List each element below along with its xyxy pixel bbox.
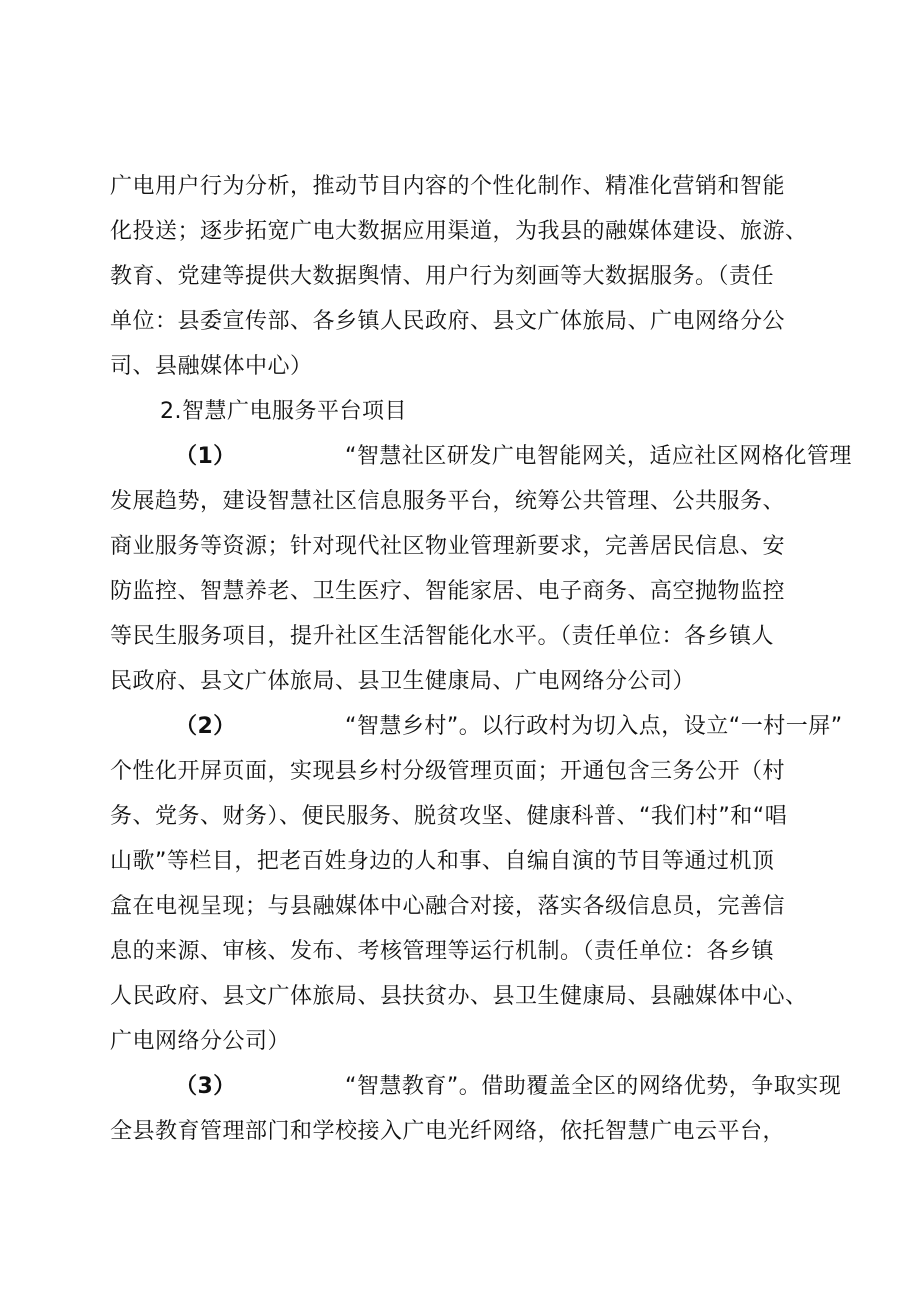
paragraph-line: 司、县融媒体中心） xyxy=(110,354,313,379)
paragraph-line: 单位：县委宣传部、各乡镇人民政府、县文广体旅局、广电网络分公 xyxy=(110,309,786,334)
item-number: （1） xyxy=(175,444,236,469)
paragraph-line: 务、党务、财务）、便民服务、脱贫攻坚、健康科普、“我们村”和“唱 xyxy=(110,804,788,829)
paragraph-line: 全县教育管理部门和学校接入广电光纤网络，依托智慧广电云平台， xyxy=(110,1119,786,1144)
item-lead-text: “智慧社区研发广电智能网关，适应社区网格化管理 xyxy=(345,444,852,469)
list-item-first-line xyxy=(175,439,852,475)
paragraph-line: 广电用户行为分析，推动节目内容的个性化制作、精准化营销和智能 xyxy=(110,174,786,199)
paragraph-line: 等民生服务项目，提升社区生活智能化水平。（责任单位：各乡镇人 xyxy=(110,624,775,649)
paragraph-line: 息的来源、审核、发布、考核管理等运行机制。（责任单位：各乡镇 xyxy=(110,939,775,964)
list-item-first-line xyxy=(175,709,843,745)
item-lead-text: “智慧教育”。借助覆盖全区的网络优势，争取实现 xyxy=(345,1074,842,1099)
list-item-first-line xyxy=(175,1069,841,1105)
item-number: （3） xyxy=(175,1074,236,1099)
paragraph-line: 盒在电视呈现；与县融媒体中心融合对接，落实各级信息员，完善信 xyxy=(110,894,786,919)
paragraph-line: 发展趋势，建设智慧社区信息服务平台，统筹公共管理、公共服务、 xyxy=(110,489,786,514)
paragraph-line: 民政府、县文广体旅局、县卫生健康局、广电网络分公司） xyxy=(110,669,696,694)
paragraph-line: 个性化开屏页面，实现县乡村分级管理页面；开通包含三务公开（村 xyxy=(110,759,786,784)
paragraph-line: 人民政府、县文广体旅局、县扶贫办、县卫生健康局、县融媒体中心、 xyxy=(110,984,808,1009)
paragraph-line: 化投送；逐步拓宽广电大数据应用渠道，为我县的融媒体建设、旅游、 xyxy=(110,219,808,244)
paragraph-line: 商业服务等资源；针对现代社区物业管理新要求，完善居民信息、安 xyxy=(110,534,786,559)
paragraph-line: 教育、党建等提供大数据舆情、用户行为刻画等大数据服务。（责任 xyxy=(110,264,775,289)
paragraph-line: 广电网络分公司） xyxy=(110,1029,291,1054)
paragraph-line: 防监控、智慧养老、卫生医疗、智能家居、电子商务、高空抛物监控 xyxy=(110,579,786,604)
item-lead-text: “智慧乡村”。以行政村为切入点，设立“一村一屏” xyxy=(345,714,843,739)
item-number: （2） xyxy=(175,714,236,739)
section-heading: 2.智慧广电服务平台项目 xyxy=(160,399,407,424)
paragraph-line: 山歌”等栏目，把老百姓身边的人和事、自编自演的节目等通过机顶 xyxy=(110,849,775,874)
